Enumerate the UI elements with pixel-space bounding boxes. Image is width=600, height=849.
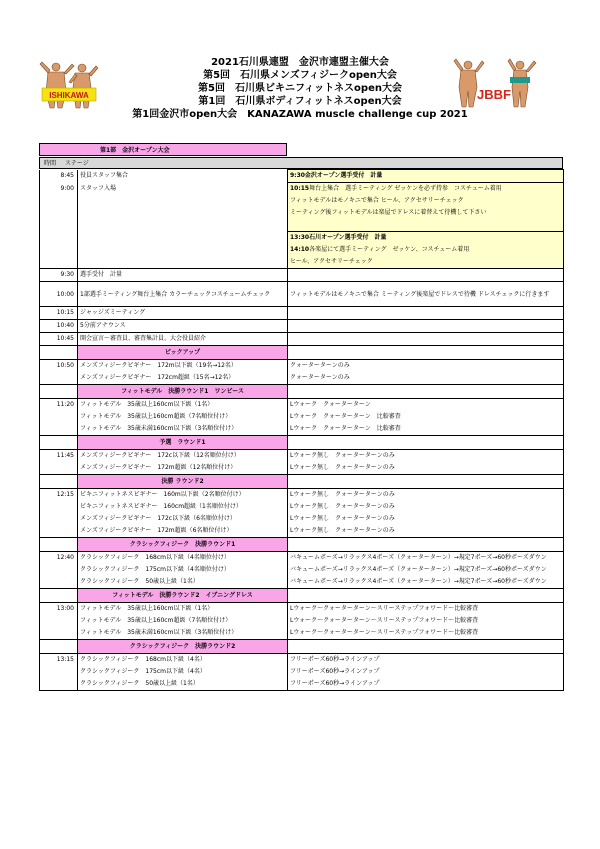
row-time [40,501,78,513]
table-row [40,282,564,307]
table-row [40,372,564,385]
row-time: 10:40 [40,320,78,333]
row-note: 14:10各楽屋にて選手ミーティング ゼッケン、コスチューム着用 [288,244,564,256]
row-stage: 開会宣言～審査員、審査集計員、大会役員紹介 [78,333,288,346]
category-row [40,475,564,489]
table-row [40,489,564,502]
table-row [40,501,564,513]
row-stage: フィットモデル 35歳未満160cm以下級（3名順位付け） [78,423,288,436]
category-row [40,538,564,552]
table-row [40,513,564,525]
row-time [40,564,78,576]
table-row [40,207,564,219]
row-time: 9:30 [40,269,78,282]
table-row [40,654,564,667]
row-time: 8:45 [40,170,78,183]
table-row [40,462,564,475]
row-stage: メンズフィジークビギナー 172c以下級（6名順位付け） [78,513,288,525]
svg-text:JBBF: JBBF [477,87,511,102]
row-note: フリーポーズ60秒→ラインアップ [288,654,564,667]
title-line-1: 2021石川県連盟 金沢市連盟主催大会 [211,57,389,68]
row-stage: フィットモデル 35歳以上160cm超級（7名順位付け） [78,411,288,423]
category-row [40,640,564,654]
title-block [0,56,600,121]
row-note: Lウォーク無し クォーターターンのみ [288,462,564,475]
row-note: 13:30石川オープン選手受付 計量 [288,232,564,245]
row-stage: クラシックフィジーク 168cm以下級（4名） [78,654,288,667]
table-row [40,360,564,373]
schedule-table [39,169,564,691]
row-stage: ジャッジズミーティング [78,307,288,320]
row-time [40,615,78,627]
row-note: Lウォーク無し クォーターターンのみ [288,489,564,502]
row-time: 9:00 [40,183,78,196]
table-row [40,307,564,320]
row-note: ヒール、アクセサリーチェック [288,256,564,269]
table-row [40,333,564,346]
row-note: ミーティング後フィットモデルは楽屋でドレスに着替えて待機して下さい [288,207,564,219]
row-stage: メンズフィジークビギナー 172m以下級（19名→12名） [78,360,288,373]
row-stage: クラシックフィジーク 175cm以下級（4名順位付け） [78,564,288,576]
row-note: フィットモデルはモノキニで集合 ミーティング後楽屋でドレスで待機 ドレスチェックに行きます [288,282,564,307]
row-stage: クラシックフィジーク 168cm以下級（4名順位付け） [78,552,288,565]
row-time [40,525,78,538]
table-row [40,256,564,269]
row-stage: 1部選手ミーティング舞台上集合 カラーチェックコスチュームチェック [78,282,288,307]
table-row [40,552,564,565]
title-line-4: 第1回 石川県ボディフィットネスopen大会 [198,96,402,107]
row-stage: フィットモデル 35歳以上160cm以下級（1名） [78,603,288,616]
svg-text:ISHIKAWA: ISHIKAWA [49,91,89,100]
row-time [40,576,78,589]
row-time: 10:15 [40,307,78,320]
category-row [40,346,564,360]
row-stage: ビキニフィットネスビギナー 160cm超級（1名順位付け） [78,501,288,513]
row-time: 11:45 [40,450,78,463]
column-header-time: 時間 [44,160,57,167]
table-row [40,450,564,463]
row-note: 9:30金沢オープン選手受付 計量 [288,170,564,183]
row-note: バキュームポーズ→リラックス4ポーズ（クォーターターン）→規定7ポーズ→60秒ポーズダウン [288,564,564,576]
table-row [40,423,564,436]
row-stage: メンズフィジークビギナー 172m超級（12名順位付け） [78,462,288,475]
row-time: 12:15 [40,489,78,502]
row-note: バキュームポーズ→リラックス4ポーズ（クォーターターン）→規定7ポーズ→60秒ポーズダウン [288,552,564,565]
title-line-5: 第1回金沢市open大会 KANAZAWA muscle challenge cup 2021 [132,109,468,120]
row-time [40,462,78,475]
table-row [40,320,564,333]
row-note: 10:15舞台上集合 選手ミーティング ゼッケンを必ず持参 コスチューム着用 [288,183,564,196]
category-label: クラシックフィジーク 決勝ラウンド2 [78,640,288,654]
row-time [40,423,78,436]
row-note: Lウォーク クォーターターン [288,399,564,412]
title-line-2: 第5回 石川県メンズフィジークopen大会 [203,70,397,81]
title-line-3: 第5回 石川県ビキニフィットネスopen大会 [198,83,402,94]
row-stage: 役員スタッフ集合 [78,170,288,183]
table-row [40,603,564,616]
table-row [40,627,564,640]
category-row [40,436,564,450]
row-note: Lウォーク無し クォーターターンのみ [288,501,564,513]
row-note: Lウォーク無し クォーターターンのみ [288,450,564,463]
table-row [40,576,564,589]
row-note: フリーポーズ60秒→ラインアップ [288,678,564,691]
row-stage: フィットモデル 35歳未満160cm以下級（3名順位付け） [78,627,288,640]
table-row [40,170,564,183]
row-stage: クラシックフィジーク 175cm以下級（4名） [78,666,288,678]
row-time: 13:00 [40,603,78,616]
row-time [40,411,78,423]
row-time [40,627,78,640]
row-stage: 選手受付 計量 [78,269,288,282]
row-note: Lウォーク～クォーターターン～スリーステップフォワード～比較審査 [288,615,564,627]
row-note: クォーターターンのみ [288,360,564,373]
row-note: クォーターターンのみ [288,372,564,385]
category-label: フィットモデル 決勝ラウンド1 ワンピース [78,385,288,399]
row-stage: ビキニフィットネスビギナー 160m以下級（2名順位付け） [78,489,288,502]
table-row [40,195,564,207]
table-row [40,678,564,691]
row-stage: フィットモデル 35歳以上160cm超級（7名順位付け） [78,615,288,627]
category-label: クラシックフィジーク 決勝ラウンド1 [78,538,288,552]
row-note: Lウォーク無し クォーターターンのみ [288,525,564,538]
row-time: 10:00 [40,282,78,307]
table-row [40,525,564,538]
table-row [40,232,564,245]
table-row [40,269,564,282]
row-time: 10:50 [40,360,78,373]
row-stage: クラシックフィジーク 50歳以上級（1名） [78,678,288,691]
row-stage: フィットモデル 35歳以上160cm以下級（1名） [78,399,288,412]
category-row [40,385,564,399]
row-stage: メンズフィジークビギナー 172m超級（6名順位付け） [78,525,288,538]
column-header-stage: ステージ [65,160,89,167]
category-label: ピックアップ [78,346,288,360]
table-row [40,564,564,576]
table-row [40,183,564,196]
table-row [40,666,564,678]
row-time [40,372,78,385]
row-note: Lウォーク～クォーターターン～スリーステップフォワード～比較審査 [288,627,564,640]
table-row [40,411,564,423]
row-note: Lウォーク～クォーターターン～スリーステップフォワード～比較審査 [288,603,564,616]
row-stage: スタッフ入場 [78,183,288,196]
category-row [40,589,564,603]
row-stage: メンズフィジークビギナー 172cm超級（15名→12名） [78,372,288,385]
category-label: 予選 ラウンド1 [78,436,288,450]
row-note: フリーポーズ60秒→ラインアップ [288,666,564,678]
table-row [40,615,564,627]
row-time [40,678,78,691]
table-row [40,399,564,412]
row-note: バキュームポーズ→リラックス4ポーズ（クォーターターン）→規定7ポーズ→60秒ポーズダウン [288,576,564,589]
row-stage: 5分前アナウンス [78,320,288,333]
row-stage: メンズフィジークビギナー 172c以下級（12名順位付け） [78,450,288,463]
row-time: 11:20 [40,399,78,412]
row-time: 12:40 [40,552,78,565]
category-label: 決勝 ラウンド2 [78,475,288,489]
table-row [40,244,564,256]
row-time [40,666,78,678]
category-label: フィットモデル 決勝ラウンド2 イブニングドレス [78,589,288,603]
section-header: 第1部 金沢オープン大会 [39,143,287,156]
row-note: Lウォーク無し クォーターターンのみ [288,513,564,525]
row-note: フィットモデルはモノキニで集合 ヒール、アクセサリーチェック [288,195,564,207]
row-time [40,513,78,525]
row-note: Lウォーク クォーターターン 比較審査 [288,423,564,436]
row-time: 10:45 [40,333,78,346]
table-row [40,219,564,232]
row-stage: クラシックフィジーク 50歳以上級（1名） [78,576,288,589]
row-note: Lウォーク クォーターターン 比較審査 [288,411,564,423]
column-header-row [39,157,563,169]
row-time: 13:15 [40,654,78,667]
